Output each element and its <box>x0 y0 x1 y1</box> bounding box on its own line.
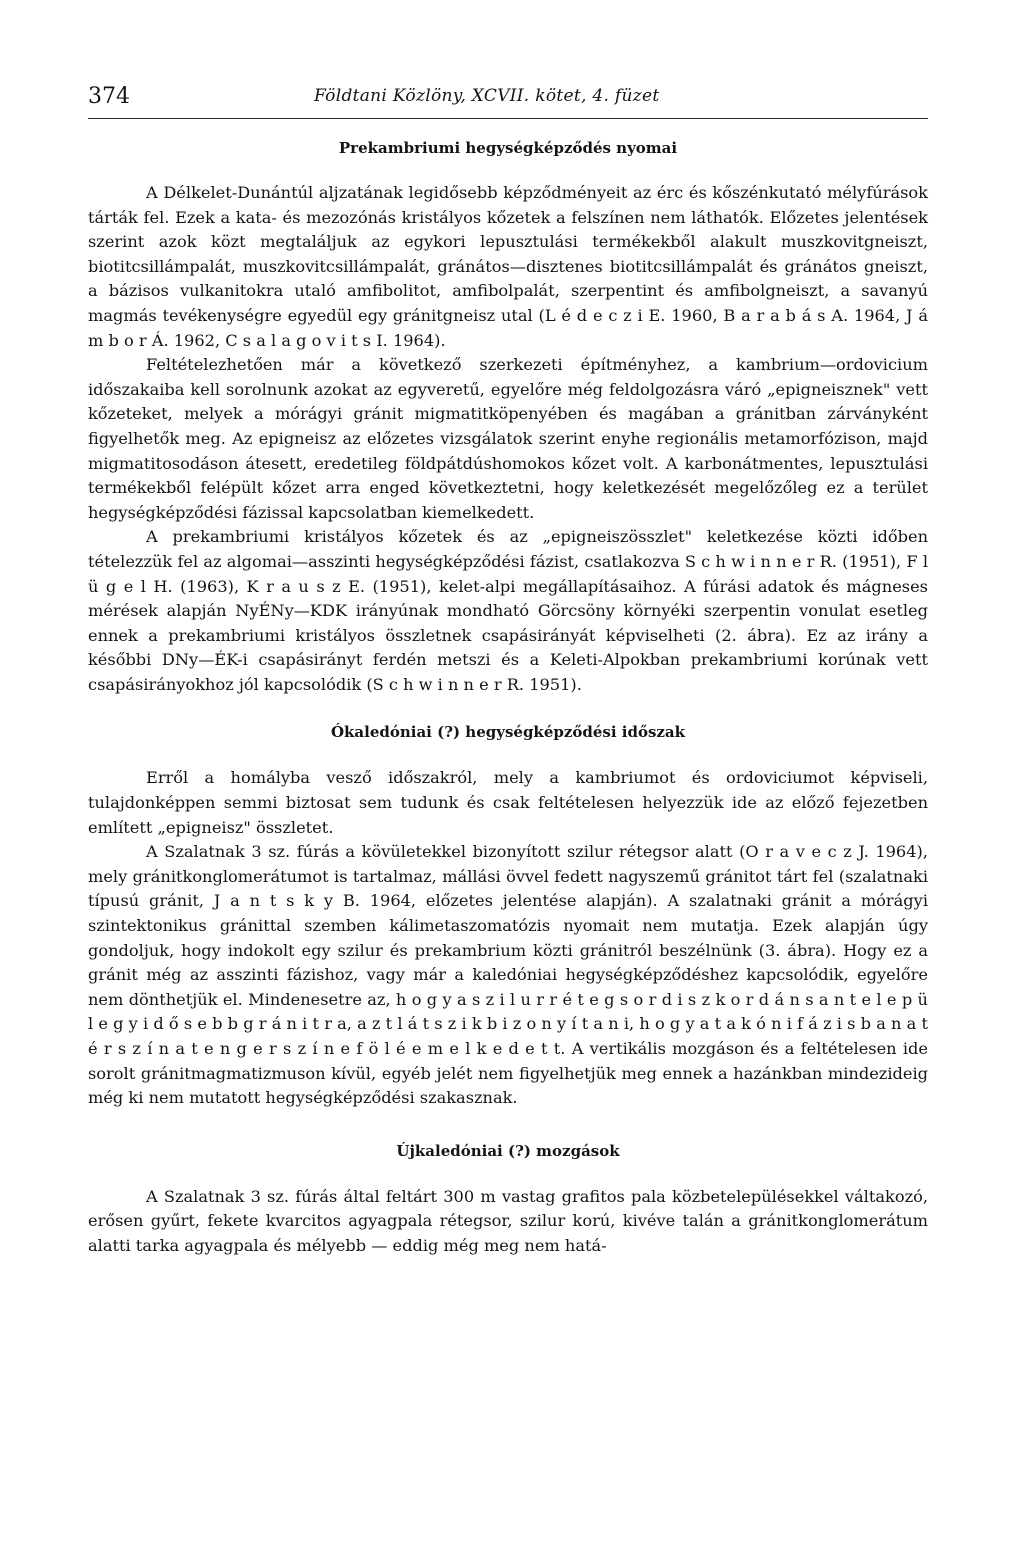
paragraph: A Szalatnak 3 sz. fúrás a kövületekkel bizonyított szilur rétegsor alatt (O r a v e c z J. 1964), mely gránitkonglomerátumot is tartalmaz, mállási övvel fedett nagyszemű gránitot tárt fel (szalatnaki típusú gránit, J a n t s k y B. 1964, előzetes jelentése alapján). A szalatnaki gránit a mórágyi szintektonikus gránittal szemben kálimetaszomatózis nyomait nem mutatja. Ezek alapján úgy gondoljuk, hogy indokolt egy szilur és prekambrium közti gránitról beszélnünk (3. ábra). Hogy ez a gránit még az asszinti fázishoz, vagy már a kaledóniai hegységképződéshez kapcsolódik, egyelőre nem dönthetjük el. Mindenesetre az, h o g y a s z i l u r r é t e g s o r d i s z k o r d á n s a n t e l e p ü l e g y i d ő s e b b g r á n i t r a, a z t l á t s z i k b i z o n y í t a n i, h o g y a t a k ó n i f á z i s b a n a t é r s z í n a t e n g e r s z í n e f ö l é e m e l k e d e t t. A vertikális mozgáson és a feltételesen ide sorolt gránitmagmatizmuson kívül, egyéb jelét nem figyelhetjük meg ennek a hazánkban mindezideig még ki nem mutatott hegységképződési szakasznak. <box>88 842 928 1108</box>
running-header <box>88 78 928 119</box>
section-heading-prekambrium: Prekambriumi hegységképződés nyomai <box>338 139 678 157</box>
section-heading-okaledoniai: Ókaledóniai (?) hegységképződési időszak <box>330 723 686 742</box>
page-number: 374 <box>88 84 130 109</box>
paragraph: Feltételezhetően már a következő szerkezeti építményhez, a kambrium—ordovicium időszakaiba kell sorolnunk azokat az egyveretű, egyelőre még feldolgozásra váró „epigneisznek" vett kőzeteket, melyek a mórágyi gránit migmatitköpenyében és magában a gránitban zárványként figyelhetők meg. Az epigneisz az előzetes vizsgálatok szerint enyhe regionális metamorfózison, majd migmatitosodáson átesett, eredetileg földpátdúshomokos kőzet volt. A karbonátmentes, lepusztulási termékekből felépült kőzet arra enged következtetni, hogy keletkezését megelőzőleg ez a terület hegységképződési fázissal kapcsolatban kiemelkedett. <box>88 355 928 522</box>
paragraph: A Szalatnak 3 sz. fúrás által feltárt 300 m vastag grafitos pala közbetelepülésekkel váltakozó, erősen gyűrt, fekete kvarcitos agyagpala rétegsor, szilur korú, kivéve talán a gránitkonglomerátum alatti tarka agyagpala és mélyebb — eddig még meg nem hatá- <box>88 1186 928 1255</box>
section-heading-ujkaledoniai: Újkaledóniai (?) mozgások <box>396 1141 620 1160</box>
paragraph: Erről a homályba vesző időszakról, mely a kambriumot és ordoviciumot képviseli, tulajdonképpen semmi biztosat sem tudunk és csak feltételesen helyezzük ide az előző fejezetben említett „epigneisz" összletet. <box>88 768 928 837</box>
paragraph: A Délkelet-Dunántúl aljzatának legidősebb képződményeit az érc és kőszénkutató mélyfúrások tárták fel. Ezek a kata- és mezozónás kristályos kőzetek a felszínen nem láthatók. Előzetes jelentések szerint azok közt megtaláljuk az egykori lepusztulási termékekből alakult muszkovitgneiszt, biotitcsillámpalát, muszkovitcsillámpalát, gránátos—disztenes biotitcsillámpalát és gránátos gneiszt, a bázisos vulkanitokra utaló amfibolitot, amfibolpalát, szerpentint és amfibolgneiszt, a savanyú magmás tevékenységre egyedül egy gránitgneisz utal (L é d e c z i E. 1960, B a r a b á s A. 1964, J á m b o r Á. 1962, C s a l a g o v i t s I. 1964). <box>88 183 928 350</box>
paragraph: A prekambriumi kristályos kőzetek és az „epigneiszösszlet" keletkezése közti időben tételezzük fel az algomai—asszinti hegységképződési fázist, csatlakozva S c h w i n n e r R. (1951), F l ü g e l H. (1963), K r a u s z E. (1951), kelet-alpi megállapításaihoz. A fúrási adatok és mágneses mérések alapján NyÉNy—KDK irányúnak mondható Görcsöny környéki szerpentin vonulat esetleg ennek a prekambriumi kristályos összletnek csapásirányát képviselheti (2. ábra). Ez az irány a későbbi DNy—ÉK-i csapásirányt ferdén metszi és a Keleti-Alpokban prekambriumi korúnak vett csapásirányokhoz jól kapcsolódik (S c h w i n n e r R. 1951). <box>88 527 928 694</box>
journal-title: Földtani Közlöny, XCVII. kötet, 4. füzet <box>314 86 660 106</box>
document-page <box>88 78 928 1259</box>
